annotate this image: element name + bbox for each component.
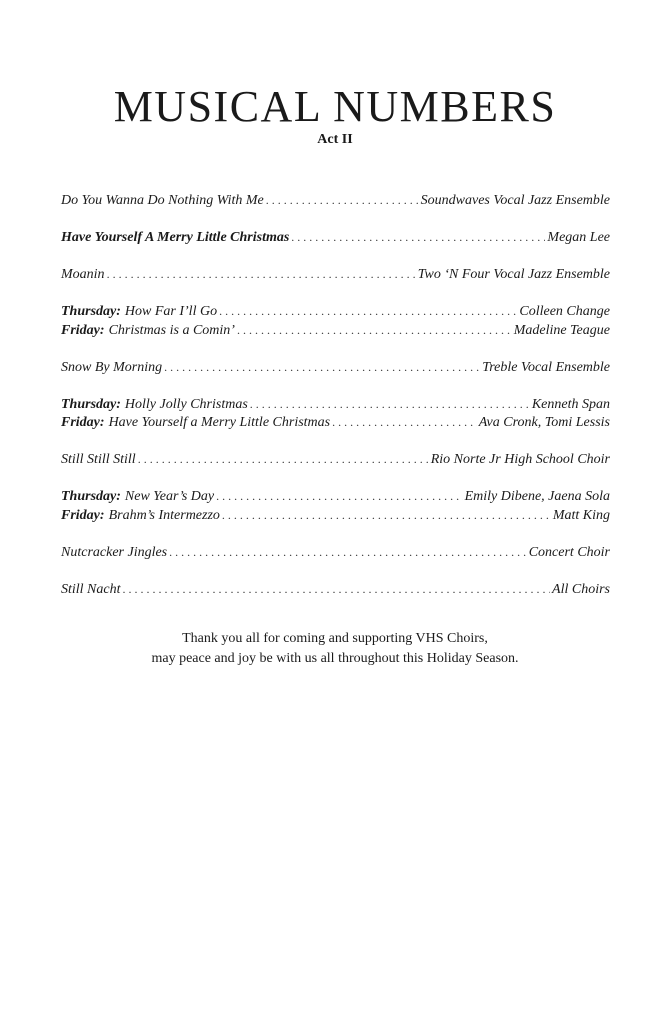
song-title: Have Yourself a Merry Little Christmas xyxy=(108,415,331,430)
dot-leader xyxy=(216,487,462,506)
program-entry xyxy=(61,302,610,321)
song-title: Snow By Morning xyxy=(61,359,163,375)
dot-leader xyxy=(291,228,545,247)
song-title: New Year’s Day xyxy=(124,489,215,504)
program-entry xyxy=(61,358,610,377)
performer-name: Emily Dibene, Jaena Sola xyxy=(464,489,610,504)
program-group xyxy=(61,191,610,210)
dot-leader xyxy=(123,580,551,599)
program-entry xyxy=(61,487,610,506)
performance-day: Friday: xyxy=(61,322,105,338)
program-list xyxy=(61,191,610,617)
program-entry xyxy=(61,506,610,525)
dot-leader xyxy=(169,543,527,562)
program-entry xyxy=(61,580,610,599)
performer-name: Rio Norte Jr High School Choir xyxy=(430,452,610,467)
act-subtitle: Act II xyxy=(317,132,353,147)
dot-leader xyxy=(107,265,416,284)
performance-day: Thursday: xyxy=(61,304,121,319)
song-title: Still Still Still xyxy=(61,452,136,467)
dot-leader xyxy=(237,321,512,340)
performer-name: Kenneth Span xyxy=(531,396,610,412)
performer-name: Madeline Teague xyxy=(513,322,610,338)
program-entry xyxy=(61,321,610,340)
dot-leader xyxy=(332,413,477,432)
program-group xyxy=(61,543,610,562)
song-title: Christmas is a Comin’ xyxy=(108,322,235,338)
song-title: Still Nacht xyxy=(61,581,121,597)
song-title: Holly Jolly Christmas xyxy=(124,396,248,412)
performance-day: Thursday: xyxy=(61,489,121,504)
song-title: Do You Wanna Do Nothing With Me xyxy=(61,193,264,208)
program-entry xyxy=(61,228,610,247)
performer-name: Soundwaves Vocal Jazz Ensemble xyxy=(420,193,610,208)
program-group xyxy=(61,265,610,284)
performance-day: Thursday: xyxy=(61,396,121,412)
dot-leader xyxy=(164,358,480,377)
song-title: Brahm’s Intermezzo xyxy=(108,507,220,523)
page-title: MUSICAL NUMBERS xyxy=(113,82,557,131)
performer-name: Ava Cronk, Tomi Lessis xyxy=(478,415,610,430)
program-group xyxy=(61,302,610,339)
program-entry xyxy=(61,413,610,432)
dot-leader xyxy=(219,302,517,321)
performer-name: Two ‘N Four Vocal Jazz Ensemble xyxy=(417,267,610,282)
program-entry xyxy=(61,450,610,469)
program-group xyxy=(61,358,610,377)
performer-name: Matt King xyxy=(552,507,610,523)
program-entry xyxy=(61,191,610,210)
thank-you-line-1: Thank you all for coming and supporting VHS Choirs, xyxy=(182,631,488,646)
performer-name: Treble Vocal Ensemble xyxy=(482,359,610,375)
performance-day: Friday: xyxy=(61,415,105,430)
performer-name: Concert Choir xyxy=(528,544,610,560)
song-title: How Far I’ll Go xyxy=(124,304,218,319)
dot-leader xyxy=(250,395,530,414)
program-group xyxy=(61,395,610,432)
dot-leader xyxy=(138,450,429,469)
song-title: Have Yourself A Merry Little Christmas xyxy=(61,230,290,245)
performer-name: Colleen Change xyxy=(519,304,610,319)
performer-name: Megan Lee xyxy=(547,230,610,245)
program-group xyxy=(61,228,610,247)
dot-leader xyxy=(266,191,419,210)
program-entry xyxy=(61,265,610,284)
program-group xyxy=(61,487,610,524)
program-group xyxy=(61,580,610,599)
thank-you-line-2: may peace and joy be with us all throughout this Holiday Season. xyxy=(151,651,519,666)
performer-name: All Choirs xyxy=(552,581,610,597)
performance-day: Friday: xyxy=(61,507,105,523)
program-entry xyxy=(61,543,610,562)
program-group xyxy=(61,450,610,469)
thank-you-message xyxy=(0,629,670,669)
dot-leader xyxy=(222,506,551,525)
song-title: Nutcracker Jingles xyxy=(61,544,168,560)
song-title: Moanin xyxy=(61,267,105,282)
program-entry xyxy=(61,395,610,414)
